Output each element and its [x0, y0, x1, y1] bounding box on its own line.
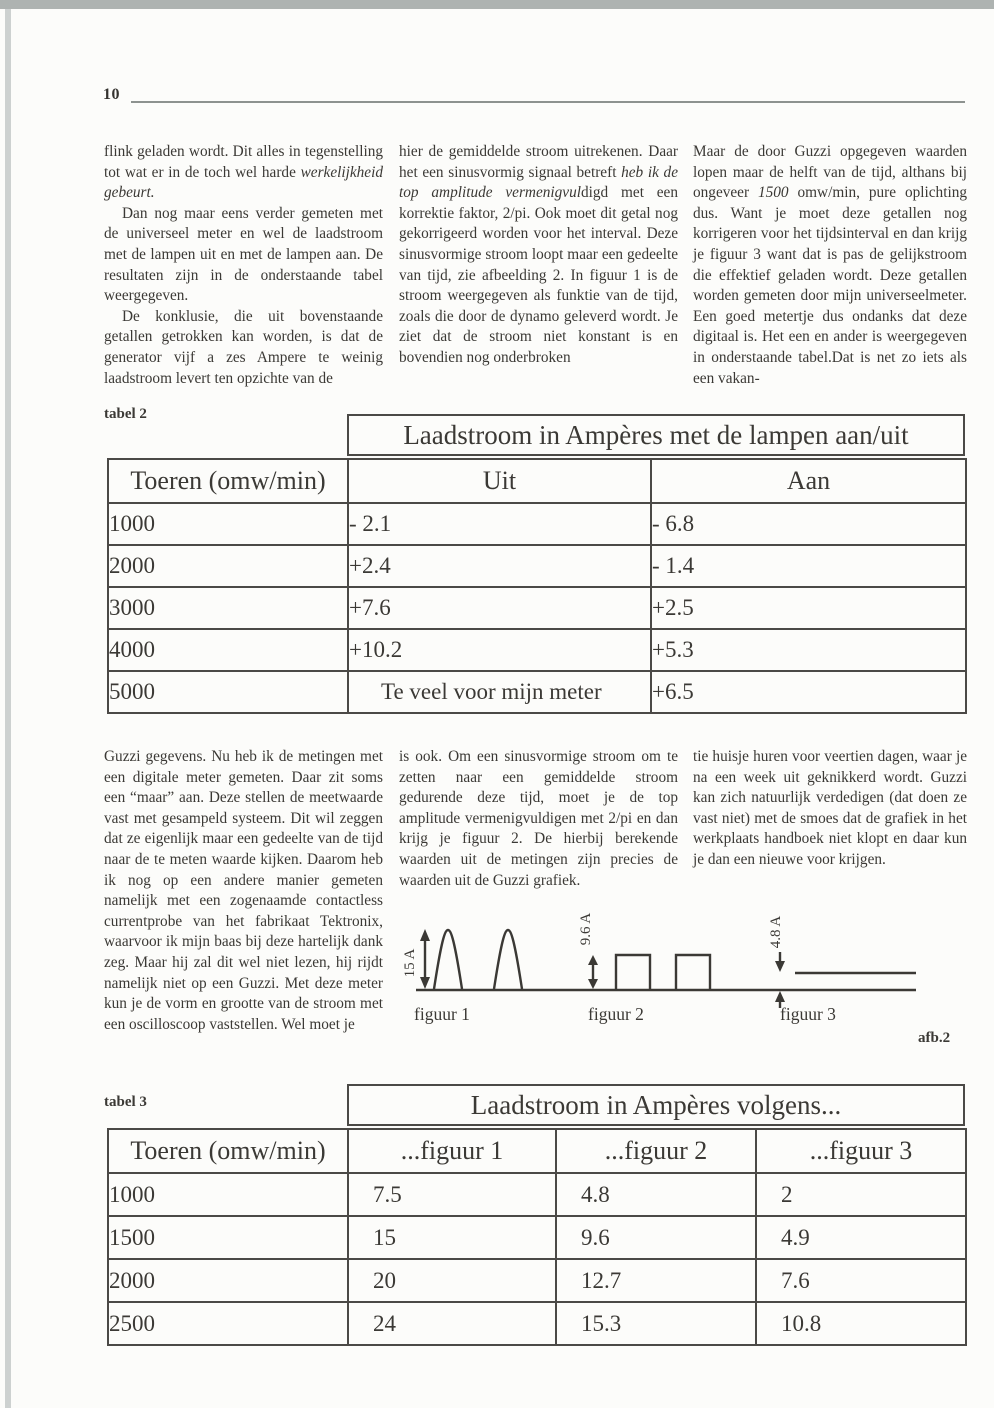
- table-cell: 3000: [108, 587, 348, 629]
- table-header-row: [108, 1129, 966, 1173]
- square-pulse-waveform: [676, 955, 710, 990]
- fig1-amplitude-label: 15 A: [402, 948, 418, 978]
- paragraph-text: hier de gemiddelde stroom uitrekenen. Daar het een sinusvormig signaal betreft: [399, 143, 678, 181]
- table-cell: 10.8: [756, 1302, 966, 1345]
- table-cell: +10.2: [348, 629, 651, 671]
- tabel3-title: Laadstroom in Ampères volgens...: [347, 1084, 965, 1126]
- table-cell: 2500: [108, 1302, 348, 1345]
- arrowhead-icon: [775, 991, 785, 1002]
- tabel3: [107, 1128, 967, 1346]
- table-cell: 4.8: [556, 1173, 756, 1216]
- table-cell: 1000: [108, 503, 348, 545]
- arrowhead-icon: [420, 977, 430, 989]
- table-cell: +2.4: [348, 545, 651, 587]
- paragraph-text: Maar de door Guzzi opgegeven waarden lopen maar de helft van de tijd, althans bij ongeveer: [693, 143, 967, 202]
- table-cell: 15: [348, 1216, 556, 1259]
- paragraph-text: flink geladen wordt. Dit alles in tegenstelling tot wat er in de toch wel harde: [104, 143, 383, 181]
- table-cell: 5000: [108, 671, 348, 713]
- header-rule: [131, 101, 965, 103]
- table-row: [108, 1302, 966, 1345]
- table-cell: 24: [348, 1302, 556, 1345]
- paragraph: [693, 142, 967, 389]
- table-cell: 9.6: [556, 1216, 756, 1259]
- table-cell: 20: [348, 1259, 556, 1302]
- table-cell: +5.3: [651, 629, 966, 671]
- paragraph: is ook. Om een sinusvormige stroom om te zetten naar een gemiddelde stroom gedurende deze tijd, moet je de top amplitude vermenigvuldigen met 2/pi en dan krijg je figuur 2. De hierbij berekende waarden uit de metingen zijn precies de waarden uit de Guzzi grafiek.: [399, 748, 678, 889]
- paragraph-text-italic: werkelijkheid gebeurt.: [104, 163, 383, 202]
- text-column-1-top: [104, 142, 383, 389]
- tabel2-label: tabel 2: [104, 406, 147, 422]
- paragraph-text-italic: heb ik de top amplitude vermenigvul: [399, 163, 678, 202]
- column-header: ...figuur 1: [348, 1129, 556, 1173]
- tabel3-label: tabel 3: [104, 1094, 147, 1110]
- paragraph: Guzzi gegevens. Nu heb ik de metingen met een digitale meter gemeten. Daar zit soms een “maar” aan. Deze stellen de meetwaarde vast met gesampeld systeem. Dit wil zeggen dat ze eigenlijk maar een gedeelte van de tijd naar de te meten waarde kijken. Daarom heb ik nog op een andere manier gemeten namelijk met een zogenaamde contactless currentprobe van het fabrikaat Tektronix, waarvoor ik mijn baas bij deze hartelijk dank zeg. Maar hij zal dit wel niet lezen, hij rijdt namelijk niet op een Guzzi. Met deze meter kun je de vorm en grootte van de stroom met een oscilloscoop vaststellen. Wel moet je: [104, 748, 383, 1033]
- sine-pulse-waveform: [494, 930, 522, 989]
- scan-edge-left: [5, 9, 11, 1408]
- table-row: [108, 1259, 966, 1302]
- tabel2: [107, 458, 967, 714]
- table-cell: 2: [756, 1173, 966, 1216]
- text-column-3-top: [693, 142, 967, 389]
- paragraph-text-italic: 1500: [757, 184, 789, 202]
- table-cell: 1500: [108, 1216, 348, 1259]
- table-cell: Te veel voor mijn meter: [348, 671, 651, 713]
- scan-edge-top: [0, 0, 994, 9]
- column-header: Aan: [651, 459, 966, 503]
- text-column-1-mid: [104, 747, 383, 1035]
- arrowhead-icon: [420, 929, 430, 941]
- column-header: Uit: [348, 459, 651, 503]
- table-cell: 7.6: [756, 1259, 966, 1302]
- table-cell: 4000: [108, 629, 348, 671]
- text-column-2-mid: [399, 747, 678, 891]
- fig1-label: figuur 1: [414, 1004, 470, 1024]
- table-row: [108, 671, 966, 713]
- figure-caption: afb.2: [918, 1030, 951, 1046]
- sine-pulse-waveform: [434, 930, 462, 989]
- text-column-2-top: [399, 142, 678, 369]
- table-cell: 2000: [108, 1259, 348, 1302]
- table-cell: - 1.4: [651, 545, 966, 587]
- table-header-row: [108, 459, 966, 503]
- table-row: [108, 1173, 966, 1216]
- fig3-label: figuur 3: [780, 1004, 836, 1024]
- table-cell: +6.5: [651, 671, 966, 713]
- table-cell: 2000: [108, 545, 348, 587]
- figure-afb2: [398, 898, 980, 1063]
- column-header: Toeren (omw/min): [108, 1129, 348, 1173]
- paragraph: Dan nog maar eens verder gemeten met de universeel meter en wel de laadstroom met de lampen uit en met de lampen aan. De resultaten zijn in de onderstaande tabel weergegeven.: [104, 204, 383, 305]
- table-row: [108, 1216, 966, 1259]
- paragraph: [104, 142, 383, 204]
- table-row: [108, 629, 966, 671]
- paragraph: tie huisje huren voor veertien dagen, waar je na een week uit geknikkerd wordt. Guzzi kan zich natuurlijk verdedigen (dat doen ze vast niet) met de smoes dat de grafiek in het werkplaats handboek niet klopt en daar kun je dan een nieuwe voor krijgen.: [693, 748, 967, 868]
- text-column-3-mid: [693, 747, 967, 871]
- table-row: [108, 545, 966, 587]
- table-cell: - 2.1: [348, 503, 651, 545]
- table-cell: 7.5: [348, 1173, 556, 1216]
- fig2-amplitude-label: 9.6 A: [578, 912, 594, 946]
- tabel2-title: Laadstroom in Ampères met de lampen aan/uit: [347, 414, 965, 456]
- column-header: ...figuur 2: [556, 1129, 756, 1173]
- table-cell: - 6.8: [651, 503, 966, 545]
- column-header: Toeren (omw/min): [108, 459, 348, 503]
- table-cell: 15.3: [556, 1302, 756, 1345]
- paragraph: De konklusie, die uit bovenstaande getallen getrokken kan worden, is dat de generator vijf a zes Ampere te weinig laadstroom levert ten opzichte van de: [104, 307, 383, 387]
- table-row: [108, 587, 966, 629]
- column-header: ...figuur 3: [756, 1129, 966, 1173]
- page-number: 10: [103, 86, 120, 103]
- arrowhead-icon: [775, 961, 785, 972]
- paragraph-text: digd met een korrektie faktor, 2/pi. Ook moet dit getal nog gekorrigeerd worden voor het interval. Deze sinusvormige stroom loopt maar een gedeelte van tijd, zie afbeelding 2. In figuur 1 is de stroom weergegeven als funktie van de tijd, zoals die door de dynamo geleverd wordt. Je ziet dat de stroom niet konstant is en bovendien nog onderbroken: [399, 184, 678, 366]
- waveform-diagram: [398, 898, 980, 1063]
- paragraph: [399, 142, 678, 369]
- table-row: [108, 503, 966, 545]
- table-cell: 1000: [108, 1173, 348, 1216]
- table-cell: 4.9: [756, 1216, 966, 1259]
- fig2-label: figuur 2: [588, 1004, 644, 1024]
- arrowhead-icon: [588, 979, 598, 989]
- table-cell: +7.6: [348, 587, 651, 629]
- square-pulse-waveform: [616, 955, 650, 990]
- table-cell: 12.7: [556, 1259, 756, 1302]
- paragraph-text: omw/min, pure oplichting dus. Want je moet deze getallen nog korrigeren voor het tijdsinterval en dan krijg je figuur 3 want dat is pas de gelijkstroom die effektief geladen wordt. Deze getallen worden gemeten door mijn universeelmeter. Een goed metertje dus ondanks dat deze digitaal is. Het een en ander is weergegeven in onderstaande tabel.Dat is net zo iets als een vakan-: [693, 184, 967, 387]
- table-cell: +2.5: [651, 587, 966, 629]
- fig3-amplitude-label: 4.8 A: [768, 915, 784, 949]
